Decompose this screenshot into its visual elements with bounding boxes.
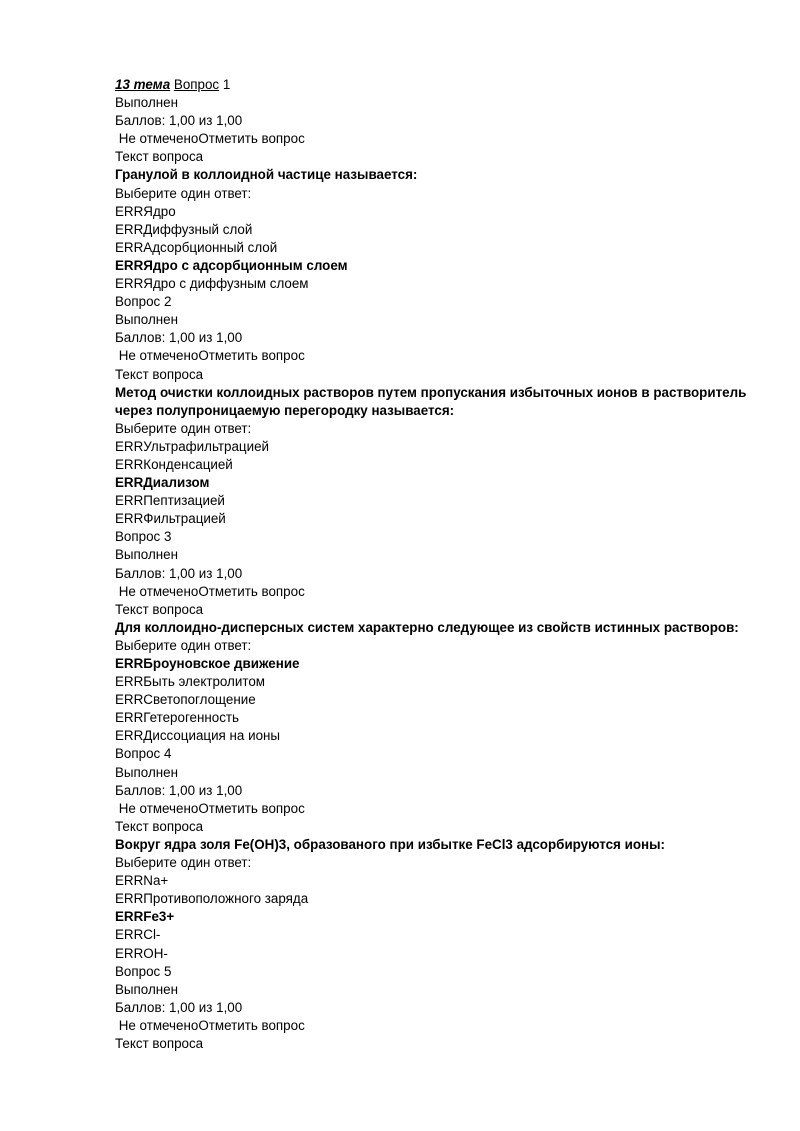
answer-prompt: Выберите один ответ: — [115, 855, 252, 871]
answer-option[interactable]: ERRЯдро с диффузным слоем — [115, 276, 309, 292]
answer-option[interactable]: ERRПептизацией — [115, 493, 225, 509]
answer-prompt: Выберите один ответ: — [115, 185, 252, 201]
question-status: Выполнен — [115, 981, 179, 997]
flag-question-link[interactable]: Не отмеченоОтметить вопрос — [115, 800, 305, 816]
document-heading — [115, 76, 755, 94]
question-text: Вокруг ядра золя Fe(OH)3, образованого при избытке FeCl3 адсорбируются ионы: — [115, 836, 665, 852]
question-status: Выполнен — [115, 764, 179, 780]
answer-prompt: Выберите один ответ: — [115, 637, 252, 653]
question-score: Баллов: 1,00 из 1,00 — [115, 782, 243, 798]
question-text-label: Текст вопроса — [115, 366, 204, 382]
question-block — [115, 963, 755, 1053]
answer-option[interactable]: ERRУльтрафильтрацией — [115, 438, 269, 454]
answer-option[interactable]: ERRДиссоциация на ионы — [115, 728, 281, 744]
answer-option[interactable]: ERRПротивоположного заряда — [115, 891, 309, 907]
answer-option[interactable]: ERRЯдро — [115, 203, 176, 219]
question-status: Выполнен — [115, 312, 179, 328]
flag-question-link[interactable]: Не отмеченоОтметить вопрос — [115, 583, 305, 599]
question-text-label: Текст вопроса — [115, 818, 204, 834]
answer-option[interactable]: ERRАдсорбционный слой — [115, 239, 278, 255]
question-number: 1 — [219, 77, 231, 92]
question-block — [115, 528, 755, 745]
question-status: Выполнен — [115, 547, 179, 563]
question-word: Вопрос — [173, 77, 220, 92]
question-text-label: Текст вопроса — [115, 149, 204, 165]
answer-option[interactable]: ERRCl- — [115, 927, 161, 943]
question-score: Баллов: 1,00 из 1,00 — [115, 330, 243, 346]
answer-option[interactable]: ERRСветопоглощение — [115, 692, 256, 708]
question-status: Выполнен — [115, 95, 179, 111]
answer-option-selected[interactable]: ERRБроуновское движение — [115, 656, 300, 671]
flag-question-link[interactable]: Не отмеченоОтметить вопрос — [115, 348, 305, 364]
question-label: Вопрос 4 — [115, 746, 172, 762]
answer-option-selected[interactable]: ERRДиализом — [115, 475, 210, 491]
question-text-label: Текст вопроса — [115, 601, 204, 617]
flag-question-link[interactable]: Не отмеченоОтметить вопрос — [115, 1017, 305, 1033]
answer-option[interactable]: ERRКонденсацией — [115, 456, 233, 472]
question-text: Для коллоидно-дисперсных систем характерно следующее из свойств истинных растворов: — [115, 619, 739, 635]
answer-option[interactable]: ERRГетерогенность — [115, 710, 240, 726]
question-block — [115, 293, 755, 528]
answer-prompt: Выберите один ответ: — [115, 420, 252, 436]
question-label: Вопрос 2 — [115, 294, 172, 310]
flag-question-link[interactable]: Не отмеченоОтметить вопрос — [115, 131, 305, 147]
question-text: Гранулой в коллоидной частице называется: — [115, 167, 418, 183]
question-score: Баллов: 1,00 из 1,00 — [115, 565, 243, 581]
question-label: Вопрос 3 — [115, 529, 172, 545]
question-list — [115, 94, 755, 1053]
document-body — [115, 76, 755, 1053]
question-block — [115, 94, 755, 293]
question-text-label: Текст вопроса — [115, 1035, 204, 1051]
question-label: Вопрос 5 — [115, 963, 172, 979]
answer-option[interactable]: ERRNa+ — [115, 873, 169, 889]
question-text: Метод очистки коллоидных растворов путем пропускания избыточных ионов в растворитель через полупроницаемую перегородку называется: — [115, 384, 747, 418]
answer-option[interactable]: ERRДиффузный слой — [115, 221, 253, 237]
answer-option-selected[interactable]: ERRFe3+ — [115, 909, 175, 925]
answer-option[interactable]: ERROH- — [115, 945, 168, 961]
question-score: Баллов: 1,00 из 1,00 — [115, 113, 243, 129]
answer-option[interactable]: ERRФильтрацией — [115, 511, 226, 527]
question-score: Баллов: 1,00 из 1,00 — [115, 999, 243, 1015]
answer-option-selected[interactable]: ERRЯдро с адсорбционным слоем — [115, 257, 348, 273]
answer-option[interactable]: ERRБыть электролитом — [115, 674, 265, 690]
topic-title: 13 тема — [115, 77, 171, 92]
question-block — [115, 745, 755, 962]
